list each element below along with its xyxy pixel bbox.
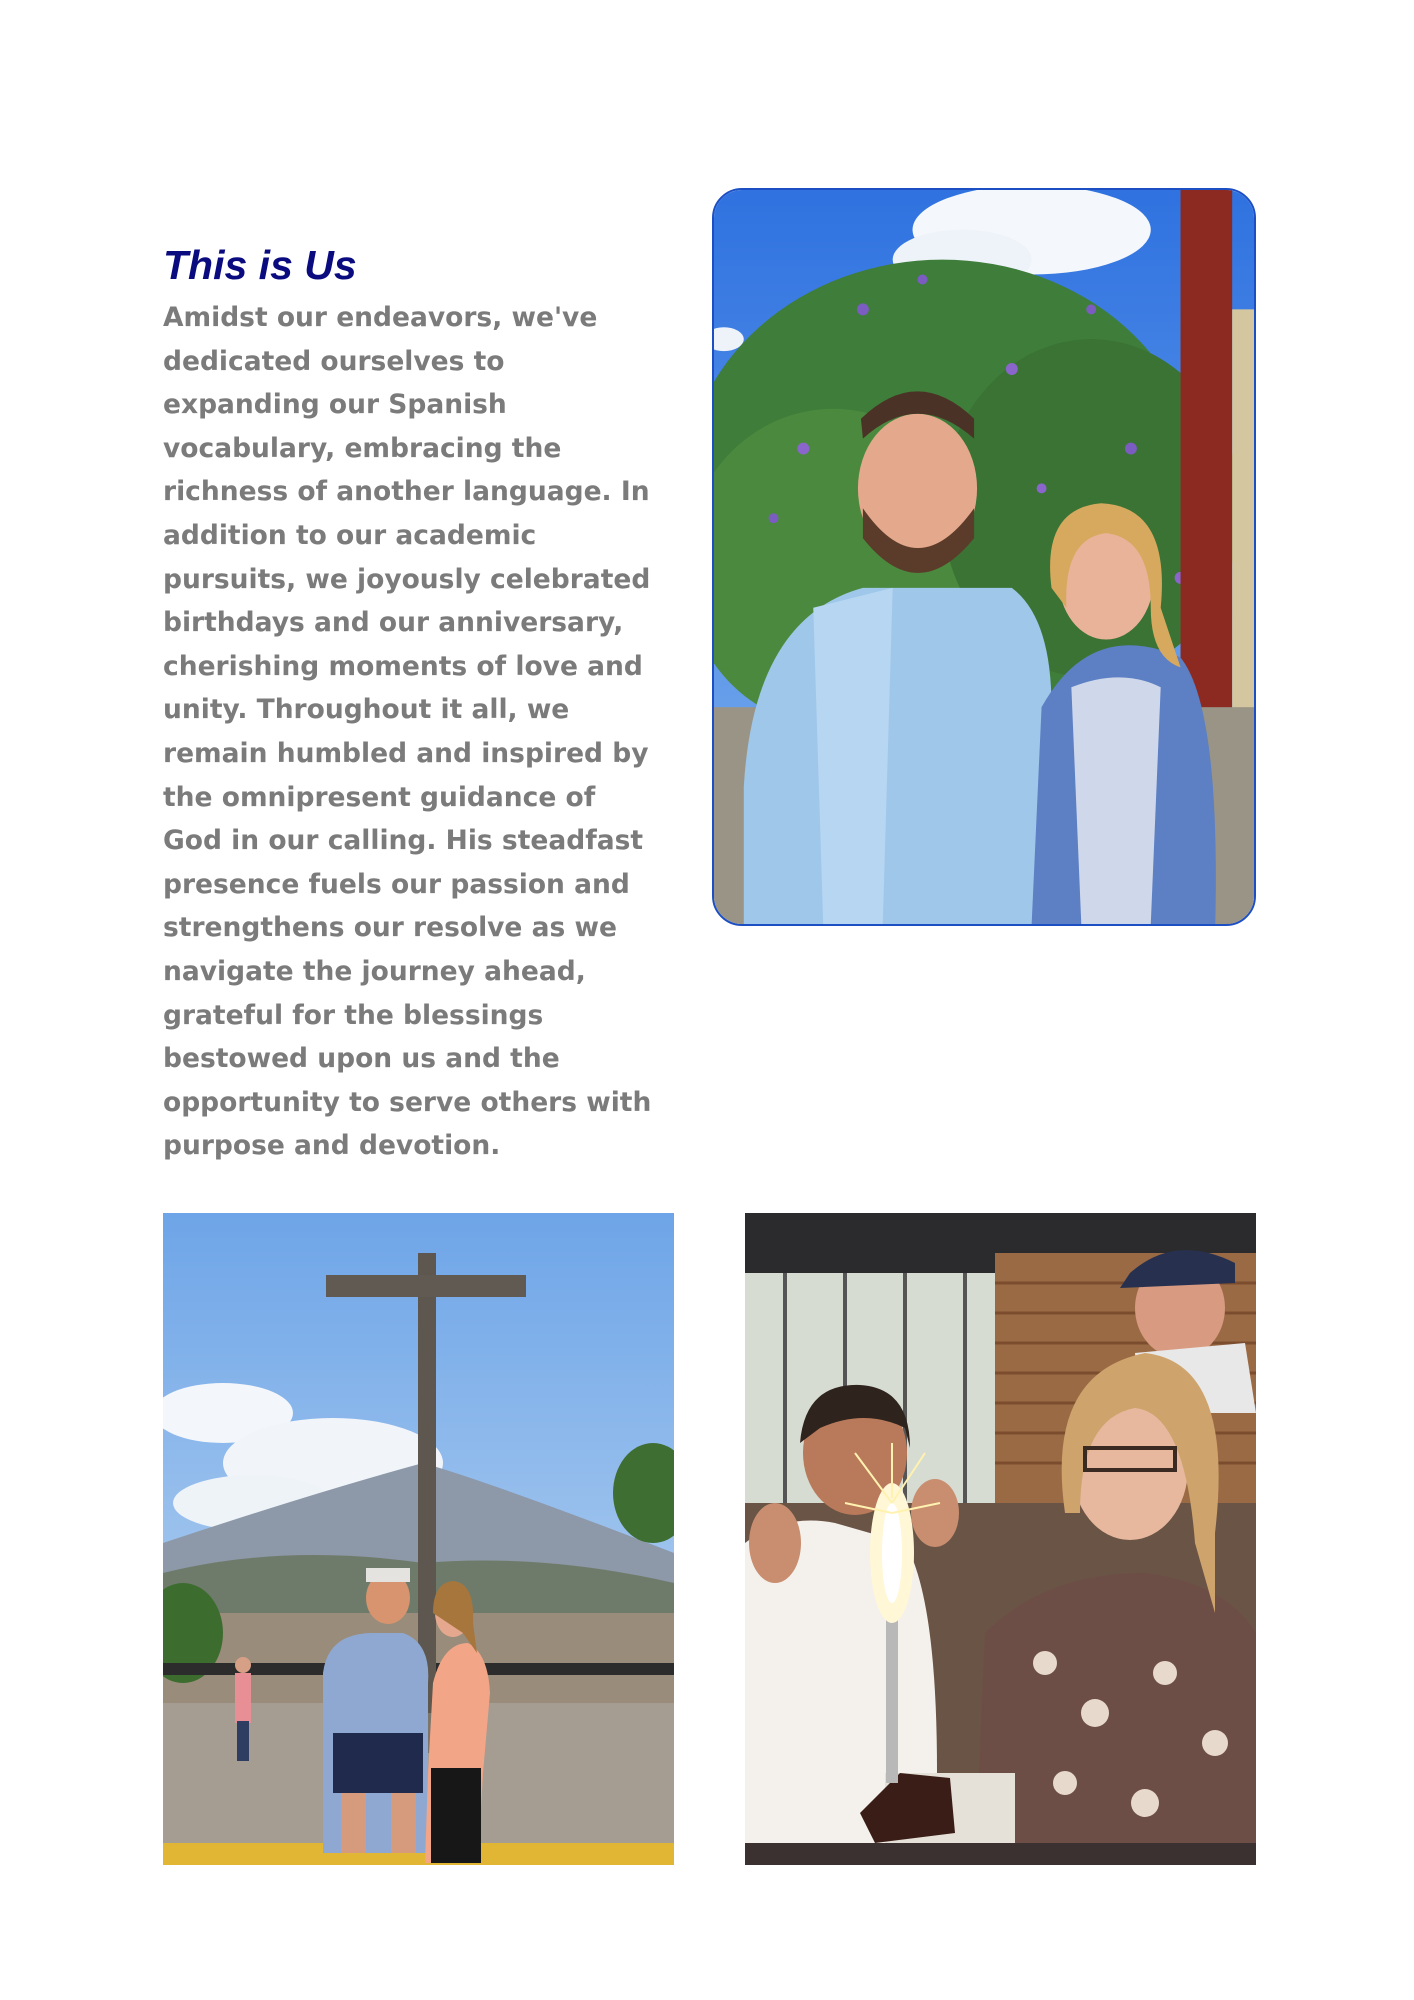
body-paragraph: Amidst our endeavors, we've dedicated ourselves to expanding our Spanish vocabulary, embracing the richness of another language. In addition to our academic pursuits, we joyously celebrated birthdays and our anniversary, cherishing moments of love and unity. Throughout it all, we remain humbled and inspired by the omnipresent guidance of God in our calling. His steadfast presence fuels our passion and strengthens our resolve as we navigate the journey ahead, grateful for the blessings bestowed upon us and the opportunity to serve others with purpose and devotion. <box>163 302 652 1162</box>
birthday-photo-image <box>745 1213 1256 1865</box>
couple-photo <box>712 188 1256 926</box>
cross-photo-image <box>163 1213 674 1865</box>
couple-photo-image <box>714 190 1254 924</box>
birthday-photo <box>745 1213 1256 1865</box>
cross-photo <box>163 1213 674 1865</box>
page-title: This is Us <box>163 242 357 288</box>
